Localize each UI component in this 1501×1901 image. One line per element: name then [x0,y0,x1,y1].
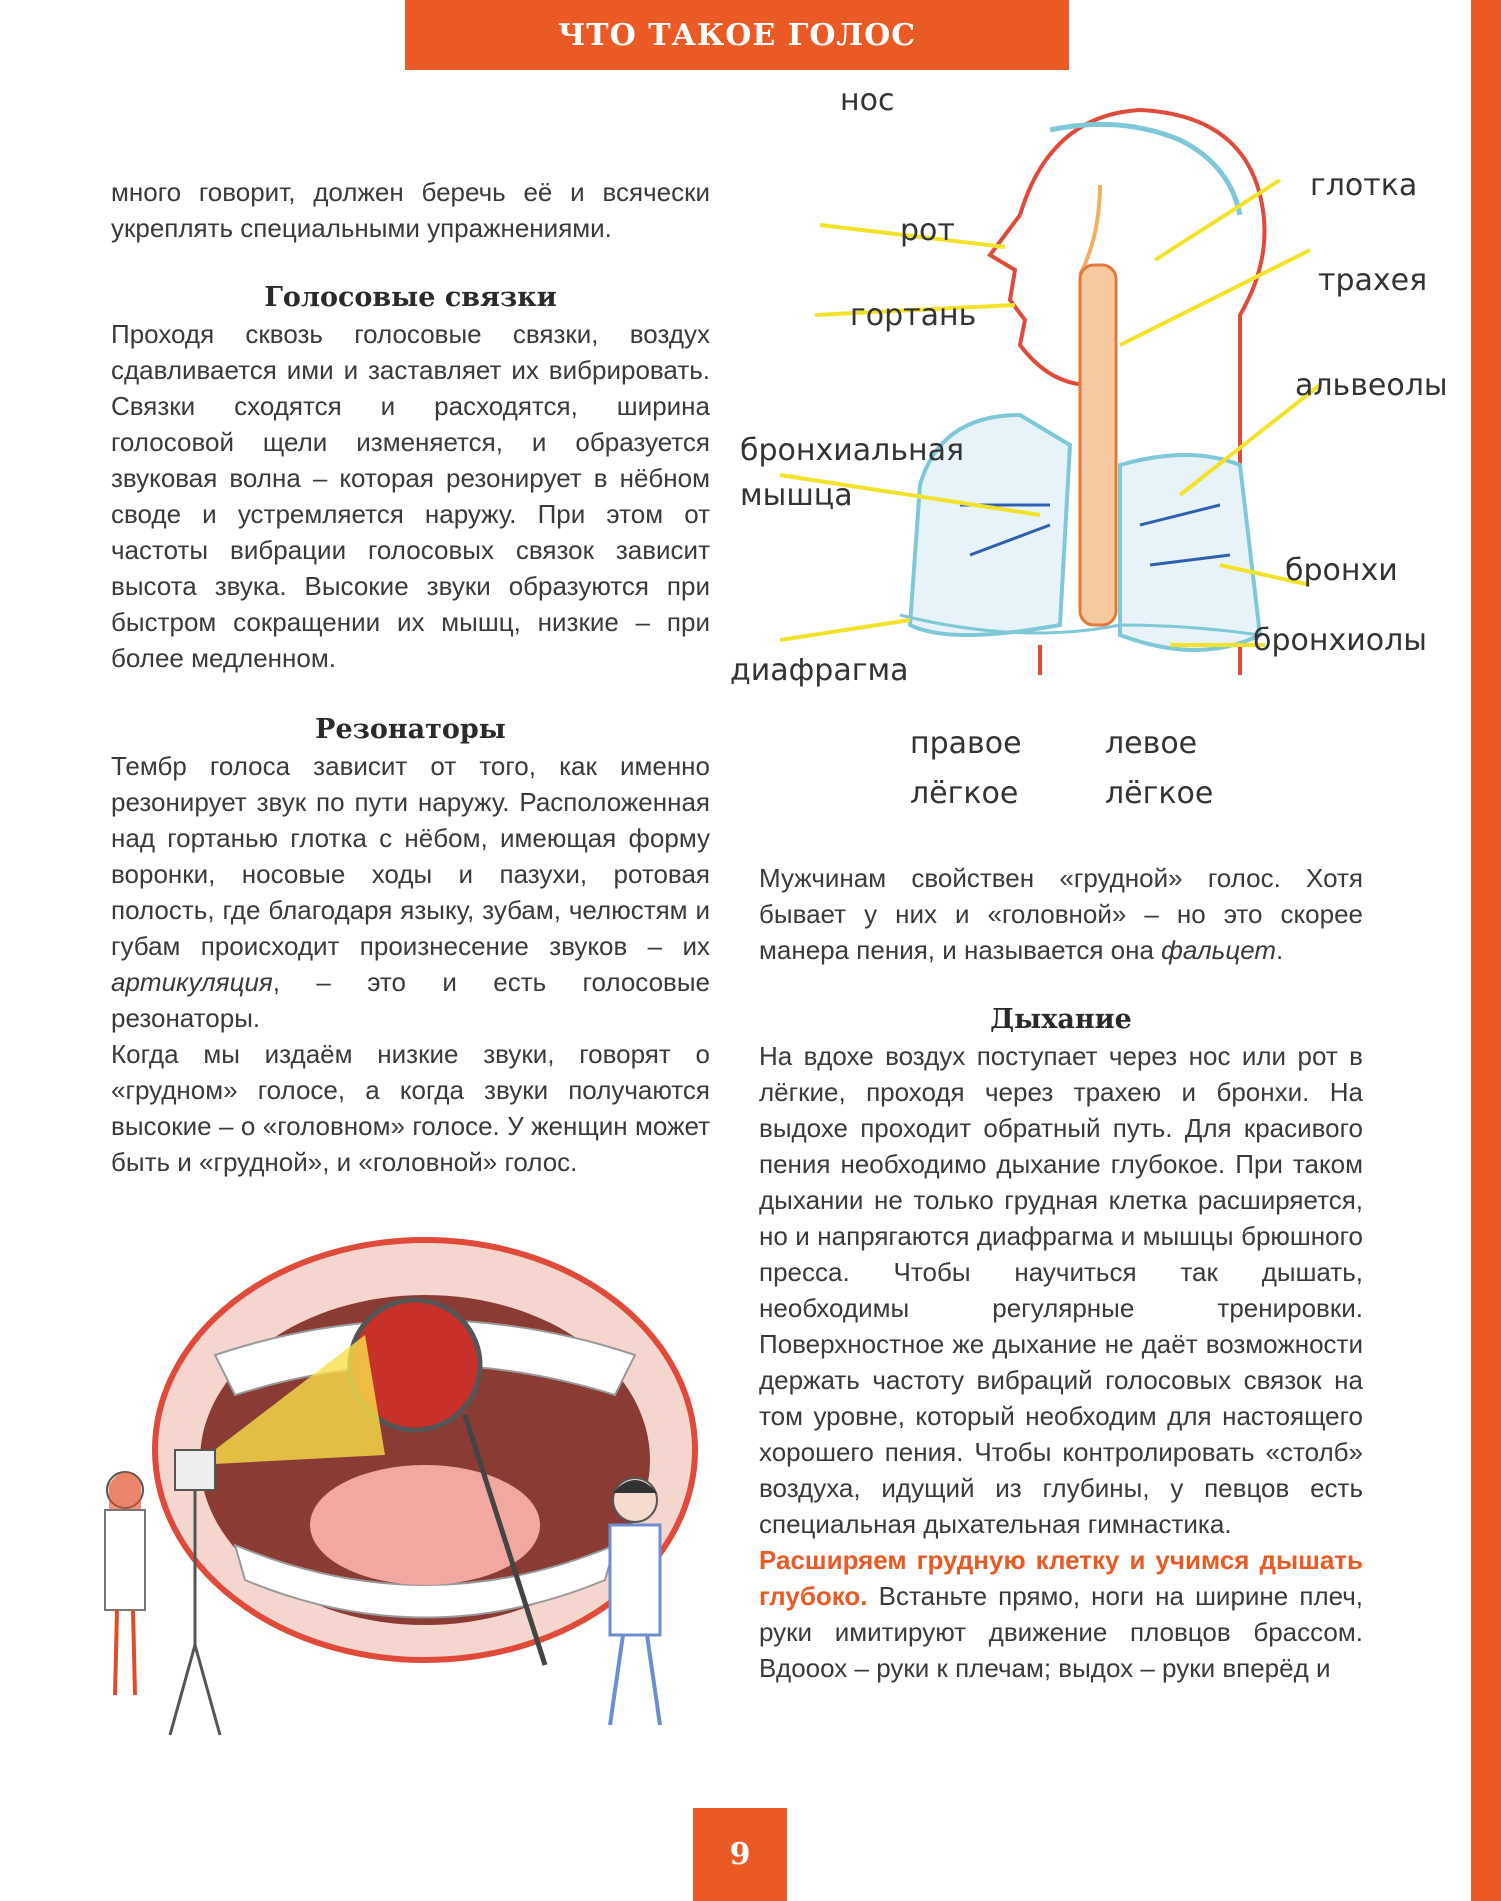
men-voice-text-end: . [1276,935,1284,965]
vocal-cords-text: Проходя сквозь голосовые связки, воздух сдавливается ими и заставляет их вибрировать. Связки сходятся и расходятся, ширина голосовой щели изменяется, и образуется звуковая волна – которая резонирует в нёбном своде и устремляется наружу. При этом от частоты вибрации голосовых связок зависит высота звука. Высокие звуки образуются при быстром сокращении их мышц, низкие – при более медленном. [111,319,710,673]
resonators-text-2: Когда мы издаём низкие звуки, говорят о «грудном» голосе, а когда звуки получаются высокие – о «головном» голосе. У женщин может быть и «грудной», и «головной» голос. [111,1039,710,1177]
page-number: 9 [693,1808,787,1901]
label-right-lung-2: лёгкое [910,776,1019,811]
men-voice-block [759,860,1363,968]
label-bronchial-muscle-2: мышца [740,478,853,513]
intro-block [111,174,710,246]
respiratory-diagram [720,85,1460,845]
resonators-heading: Резонаторы [315,714,506,745]
men-voice-text [759,860,1363,968]
mouth-illustration [95,1225,715,1755]
resonators-text-end: , – это и есть голосовые резонаторы. [111,967,710,1033]
label-bronchi: бронхи [1285,553,1398,588]
label-left-lung-1: левое [1105,726,1198,761]
resonators-text [111,748,710,1036]
anatomy-drawing [900,110,1265,675]
exercise-highlight: Расширяем грудную клетку и учимся дышать глубоко. [759,1545,1363,1611]
breathing-text: На вдохе воздух поступает через нос или рот в лёгкие, проходя через трахею и бронхи. На выдохе проходит обратный путь. Для красивого пения необходимо дыхание глубокое. При таком дыхании не только грудная клетка расширяется, но и напрягаются диафрагма и мышцы брюшного пресса. Чтобы научиться так дышать, необходимы регулярные тренировки. Поверхностное же дыхание не даёт возможности держать частоту вибраций голосовых связок на том уровне, который необходим для настоящего хорошего пения. Чтобы контролировать «столб» воздуха, идущий из глубины, у певцов есть специальная дыхательная гимнастика. [759,1041,1363,1539]
label-bronchial-muscle-1: бронхиальная [740,433,965,468]
right-edge-band [1471,0,1501,1901]
vocal-cords-heading: Голосовые связки [264,282,557,313]
label-alveoli: альвеолы [1295,368,1448,403]
men-voice-text-part: Мужчинам свойствен «грудной» голос. Хотя бывает у них и «головной» – но это скорее манера пения, и называется она [759,863,1363,965]
exercise-paragraph [759,1542,1363,1686]
page-header: ЧТО ТАКОЕ ГОЛОС [405,0,1069,70]
label-trachea: трахея [1318,263,1428,298]
intro-text: много говорит, должен беречь её и всячески укреплять специальными упражнениями. [111,177,710,243]
label-larynx: гортань [850,298,977,333]
label-pharynx: глотка [1310,168,1418,203]
doctor-woman-figure [105,1472,145,1695]
label-bronchioles: бронхиолы [1253,623,1427,658]
resonators-text-part: Тембр голоса зависит от того, как именно резонирует звук по пути наружу. Расположенная над гортанью глотка с нёбом, имеющая форму воронки, носовые ходы и пазухи, ротовая полость, где благодаря языку, зубам, челюстям и губам происходит произнесение звуков – их [111,751,710,961]
label-diaphragm: диафрагма [730,653,909,688]
label-nose: нос [840,85,895,118]
vocal-cords-section [111,280,710,676]
articulation-term: артикуляция [111,967,273,997]
label-mouth: рот [900,213,955,248]
label-right-lung-1: правое [910,726,1022,761]
breathing-heading: Дыхание [990,1004,1132,1035]
resonators-section [111,712,710,1180]
label-left-lung-2: лёгкое [1105,776,1214,811]
breathing-section [759,1002,1363,1686]
falsetto-term: фальцет [1161,935,1277,965]
exercise-text: Встаньте прямо, ноги на ширине плеч, руки имитируют движение пловцов брассом. Вдооох – руки к плечам; выдох – руки вперёд и [759,1581,1363,1683]
